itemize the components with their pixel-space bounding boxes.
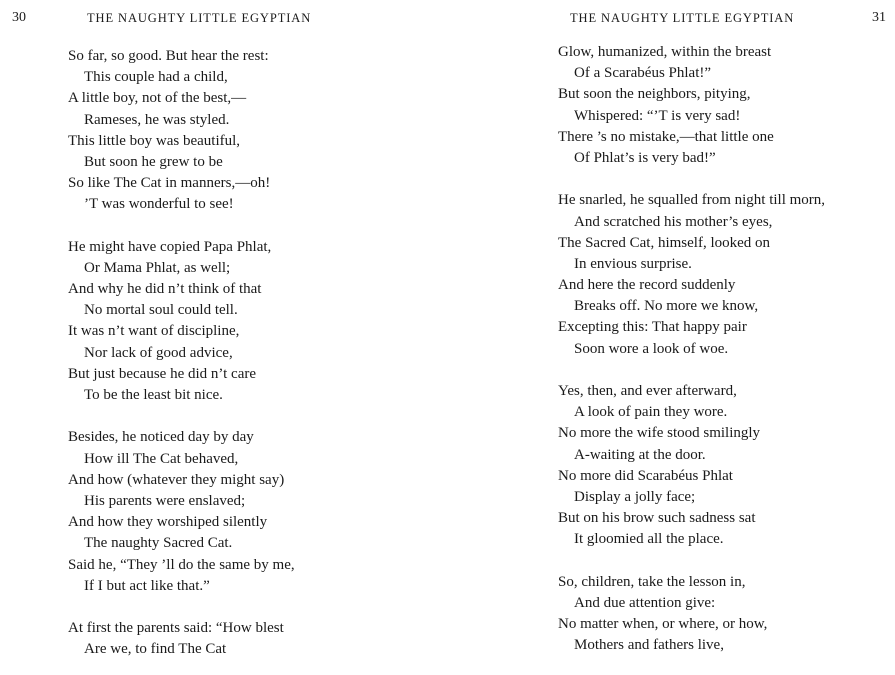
stanza-break <box>68 216 295 237</box>
poem-line: And here the record suddenly <box>558 277 736 294</box>
poem-line: So far, so good. But hear the rest: <box>68 48 269 64</box>
poem-line: There ’s no mistake,—that little one <box>558 128 774 145</box>
poem-line: In envious surprise. <box>574 255 692 272</box>
poem-line: Glow, humanized, within the breast <box>558 44 772 60</box>
poem-line: And how they worshiped silently <box>68 514 268 531</box>
poem-line: He snarled, he squalled from night till morn, <box>558 192 826 209</box>
poem-line: Excepting this: That happy pair <box>558 319 747 336</box>
poem-line: Of a Scarabéus Phlat!” <box>574 65 712 82</box>
poem-line: A look of pain they wore. <box>574 404 728 421</box>
poem-line: So like The Cat in manners,—oh! <box>68 175 271 192</box>
poem-line: No mortal soul could tell. <box>84 302 238 319</box>
poem-line: Whispered: “’T is very sad! <box>574 107 741 124</box>
poem-line: But on his brow such sadness sat <box>558 510 756 527</box>
stanza-break <box>558 169 825 190</box>
poem-line: It was n’t want of discipline, <box>68 323 240 340</box>
right-page <box>447 0 895 675</box>
poem-line: He might have copied Papa Phlat, <box>68 238 272 255</box>
poem-line: ’T was wonderful to see! <box>84 196 234 213</box>
poem-line: And due attention give: <box>574 594 716 611</box>
poem-line: And how (whatever they might say) <box>68 471 285 488</box>
poem-line: No matter when, or where, or how, <box>558 616 768 633</box>
poem-line: Are we, to find The Cat <box>84 641 227 658</box>
stanza-break <box>68 597 295 618</box>
poem-line: This little boy was beautiful, <box>68 132 241 149</box>
poem-line: The naughty Sacred Cat. <box>84 535 233 552</box>
poem-line: Mothers and fathers live, <box>574 637 724 654</box>
poem-line: Yes, then, and ever afterward, <box>558 383 737 399</box>
poem-line: If I but act like that.” <box>84 577 210 594</box>
poem-line: At first the parents said: “How blest <box>68 620 284 637</box>
poem-line: A-waiting at the door. <box>574 446 706 463</box>
running-head-left: THE NAUGHTY LITTLE EGYPTIAN <box>87 11 312 25</box>
poem-line: It gloomied all the place. <box>574 531 724 548</box>
poem-line: Nor lack of good advice, <box>84 344 233 361</box>
poem-line: Soon wore a look of woe. <box>574 340 729 357</box>
running-head-right: THE NAUGHTY LITTLE EGYPTIAN <box>570 11 795 25</box>
poem-line: But soon the neighbors, pitying, <box>558 86 751 103</box>
poem-line: But just because he did n’t care <box>68 365 256 382</box>
poem-line: Of Phlat’s is very bad!” <box>574 149 716 166</box>
poem-line: His parents were enslaved; <box>84 492 246 509</box>
poem-line: No more did Scarabéus Phlat <box>558 467 733 484</box>
poem-text-right <box>558 42 825 656</box>
poem-line: Or Mama Phlat, as well; <box>84 259 231 276</box>
poem-line: No more the wife stood smilingly <box>558 425 761 442</box>
stanza-break <box>558 360 825 381</box>
poem-line: The Sacred Cat, himself, looked on <box>558 234 771 251</box>
poem-line: This couple had a child, <box>84 69 228 86</box>
poem-line: But soon he grew to be <box>84 153 223 170</box>
page-number-left: 30 <box>12 10 26 25</box>
poem-line: To be the least bit nice. <box>84 387 223 403</box>
poem-line: Besides, he noticed day by day <box>68 429 254 446</box>
poem-line: Breaks off. No more we know, <box>574 298 759 315</box>
poem-line: Display a jolly face; <box>574 488 696 505</box>
poem-line: And why he did n’t think of that <box>68 281 262 298</box>
stanza-break <box>68 406 295 427</box>
stanza-break <box>558 551 825 572</box>
poem-line: Rameses, he was styled. <box>84 111 230 128</box>
left-page <box>0 0 447 675</box>
poem-line: How ill The Cat behaved, <box>84 450 239 467</box>
poem-line: Said he, “They ’ll do the same by me, <box>68 556 295 573</box>
poem-text-left <box>68 46 295 660</box>
poem-line: So, children, take the lesson in, <box>558 573 746 590</box>
poem-line: A little boy, not of the best,— <box>68 90 247 107</box>
page-number-right: 31 <box>872 10 886 25</box>
poem-line: And scratched his mother’s eyes, <box>574 213 773 230</box>
